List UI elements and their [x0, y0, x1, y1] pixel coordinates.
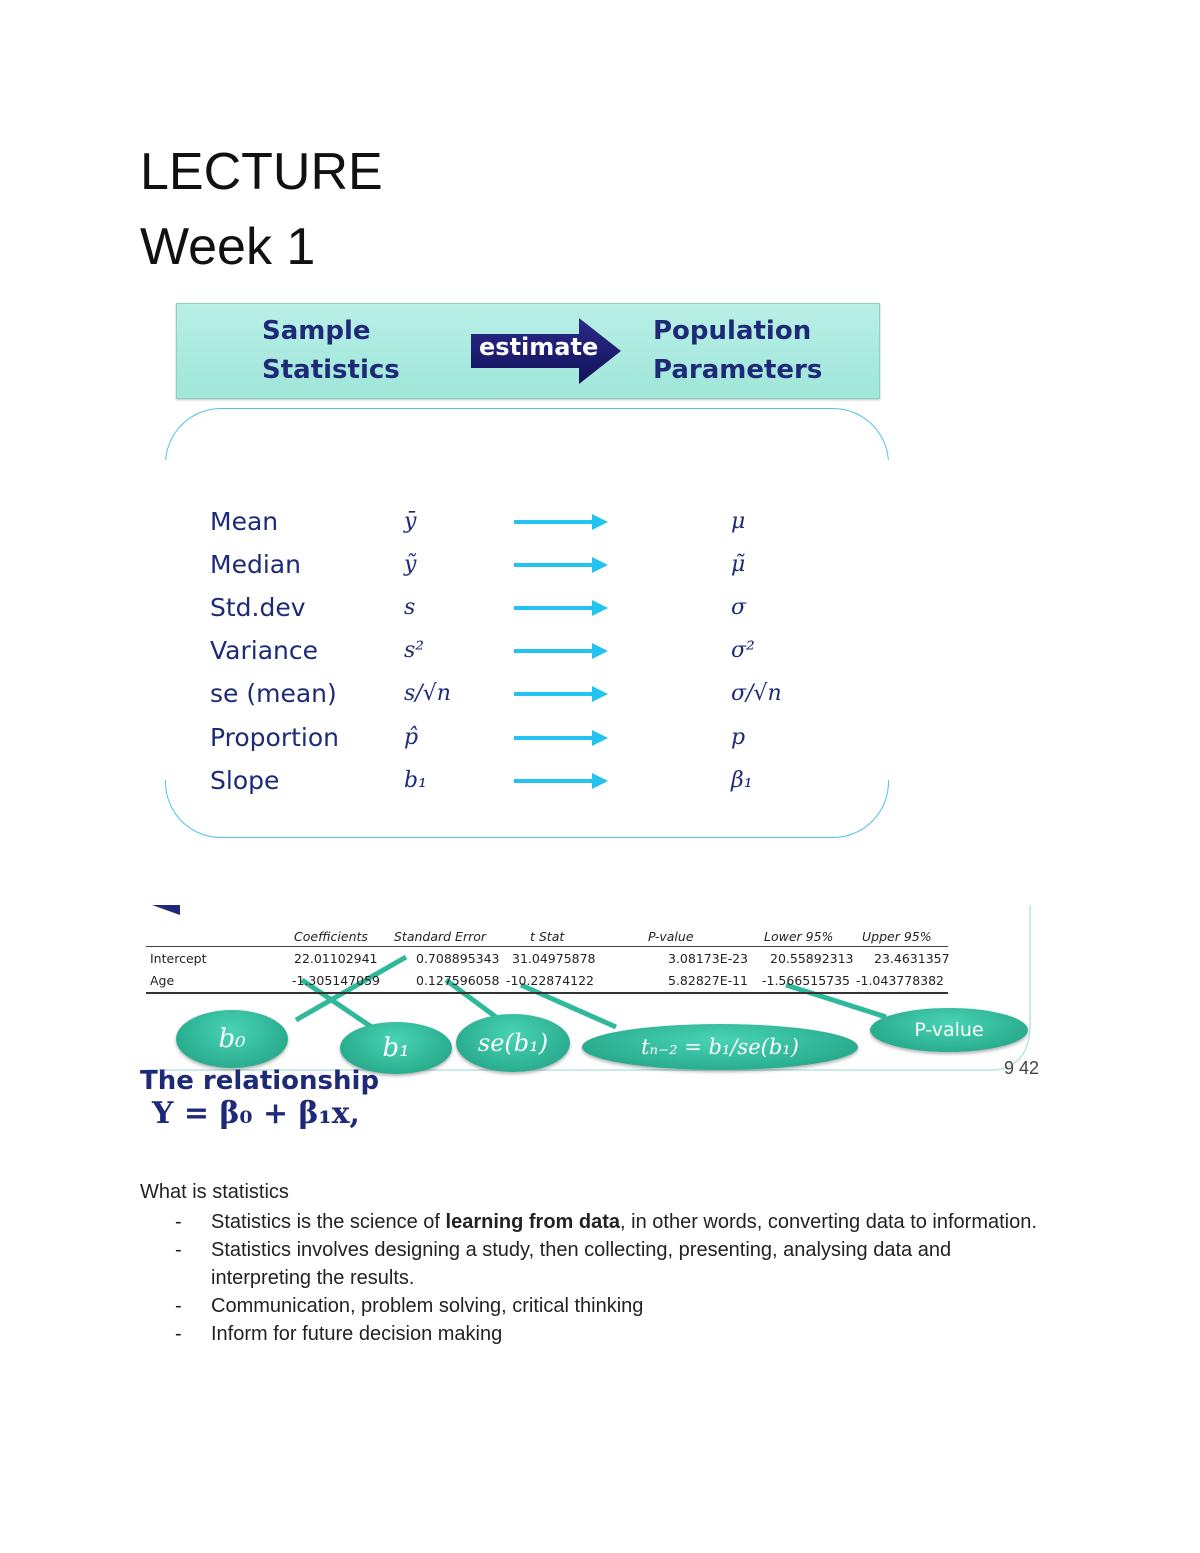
- right-arrow-icon: [514, 641, 610, 661]
- estimate-row: [0, 631, 1200, 671]
- right-arrow-icon: [514, 771, 610, 791]
- sample-symbol: ỹ: [404, 552, 417, 577]
- row-label: Intercept: [150, 951, 207, 966]
- cut-off-heading: The relationship: [140, 1066, 380, 1096]
- right-arrow-icon: [514, 684, 610, 704]
- bullet-list: [140, 1208, 1040, 1348]
- callout-p-value: P-value: [870, 1008, 1028, 1052]
- estimate-name: Mean: [210, 507, 279, 536]
- banner-right-line2: Parameters: [653, 355, 823, 385]
- estimate-name: Proportion: [210, 723, 339, 752]
- banner-left-line2: Statistics: [262, 355, 400, 385]
- table-cell: -1.043778382: [856, 973, 945, 988]
- estimate-name: Variance: [210, 636, 318, 665]
- sample-symbol: s: [404, 595, 416, 620]
- table-cell: -10.22874122: [506, 973, 595, 988]
- list-item: - Communication, problem solving, critical thinking: [175, 1295, 644, 1317]
- table-cell: 3.08173E-23: [668, 951, 749, 966]
- estimate-row: [0, 761, 1200, 801]
- population-symbol: σ: [731, 595, 747, 620]
- bullet-text: Communication, problem solving, critical thinking: [211, 1295, 644, 1317]
- bullet-text: , in other words, converting data to information.: [620, 1211, 1037, 1233]
- banner-right-line1: Population: [653, 316, 812, 346]
- estimate-name: Std.dev: [210, 593, 306, 622]
- slide-page-number: 9 42: [1004, 1058, 1040, 1078]
- table-cell: 5.82827E-11: [668, 973, 749, 988]
- regression-equation: Y = β₀ + β₁x,: [152, 1096, 360, 1131]
- estimate-row: [0, 674, 1200, 714]
- banner-left-line1: Sample: [262, 316, 371, 346]
- estimate-row: [0, 502, 1200, 542]
- callout-b0: b₀: [176, 1010, 288, 1068]
- header-cell: Upper 95%: [862, 929, 932, 944]
- sample-symbol: b₁: [404, 768, 427, 793]
- population-symbol: μ̃: [731, 552, 746, 577]
- week-subtitle: Week 1: [140, 218, 316, 276]
- lecture-title: LECTURE: [140, 143, 383, 201]
- estimate-name: se (mean): [210, 679, 337, 708]
- population-symbol: μ: [731, 509, 746, 534]
- table-cell: 20.55892313: [770, 951, 854, 966]
- table-cell: 23.4631357: [874, 951, 950, 966]
- estimate-name: Median: [210, 550, 301, 579]
- table-cell: 22.01102941: [294, 951, 378, 966]
- sample-symbol: ȳ: [404, 509, 417, 534]
- list-item: - Statistics involves designing a study, then collecting, presenting, analysing data and interpreting the results.: [175, 1239, 952, 1289]
- population-symbol: σ/√n: [731, 681, 782, 706]
- bullet-text: Statistics involves designing a study, then collecting, presenting, analysing data and interpreting the results.: [211, 1239, 952, 1289]
- population-symbol: β₁: [731, 768, 753, 793]
- estimate-row: [0, 545, 1200, 585]
- header-cell: Standard Error: [394, 929, 487, 944]
- sample-symbol: p̂: [404, 725, 419, 750]
- notes-section: [140, 1178, 1040, 1348]
- estimate-banner: [176, 303, 880, 399]
- callout-t-stat: tₙ₋₂ = b₁/se(b₁): [582, 1024, 858, 1070]
- list-item: - Inform for future decision making: [175, 1323, 503, 1345]
- section-heading: What is statistics: [140, 1181, 289, 1203]
- right-arrow-icon: [514, 598, 610, 618]
- header-cell: Coefficients: [294, 929, 368, 944]
- bullet-text: Inform for future decision making: [211, 1323, 503, 1345]
- estimate-row: [0, 588, 1200, 628]
- bullet-text: Statistics is the science of: [211, 1211, 446, 1233]
- population-symbol: σ²: [731, 638, 755, 663]
- estimate-row: [0, 718, 1200, 758]
- callout-b1: b₁: [340, 1022, 452, 1074]
- row-label: Age: [150, 973, 175, 988]
- sample-symbol: s/√n: [404, 681, 451, 706]
- table-cell: 0.127596058: [416, 973, 500, 988]
- estimate-name: Slope: [210, 766, 280, 795]
- header-cell: P-value: [648, 929, 694, 944]
- right-arrow-icon: [514, 512, 610, 532]
- right-arrow-icon: [514, 555, 610, 575]
- regression-formula: [140, 1066, 380, 1138]
- population-symbol: p: [731, 725, 746, 750]
- table-cell: 31.04975878: [512, 951, 596, 966]
- estimate-label: estimate: [479, 333, 599, 361]
- right-arrow-icon: [514, 728, 610, 748]
- bold-phrase: learning from data: [445, 1211, 621, 1233]
- table-cell: -1.566515735: [762, 973, 851, 988]
- list-item: - Statistics is the science of learning from data, in other words, converting data to information.: [175, 1211, 1037, 1233]
- callout-se-b1: se(b₁): [456, 1014, 570, 1072]
- table-cell: -1.305147059: [292, 973, 381, 988]
- header-cell: t Stat: [530, 929, 565, 944]
- sample-symbol: s²: [404, 638, 425, 663]
- table-cell: 0.708895343: [416, 951, 500, 966]
- header-cell: Lower 95%: [764, 929, 834, 944]
